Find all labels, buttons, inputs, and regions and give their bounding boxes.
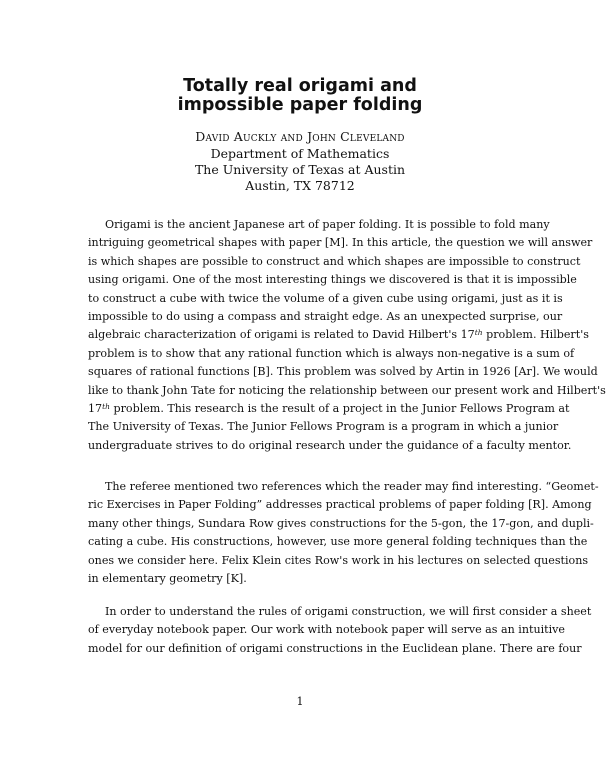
superscript: th: [102, 401, 110, 411]
text-line: intriguing geometrical shapes with paper [M]. In this article, the question we will answer: [88, 236, 593, 250]
affiliation-department: Department of Mathematics: [210, 146, 390, 161]
text-line: cating a cube. His constructions, however, use more general folding techniques than the: [88, 535, 588, 549]
text-line: like to thank John Tate for noticing the relationship between our present work and Hilbert's: [88, 383, 606, 397]
paragraph-2: [88, 478, 599, 588]
text-line: in elementary geometry [K].: [88, 571, 247, 585]
text-line: The University of Texas. The Junior Fellows Program is a program in which a junior: [88, 420, 559, 434]
text-line: impossible to do using a compass and straight edge. As an unexpected surprise, our: [88, 309, 563, 323]
text-line: algebraic characterization of origami is related to David Hilbert's 17th problem. Hilbert's: [88, 328, 589, 342]
paper-title-line-1: Totally real origami and: [183, 76, 417, 96]
text-line: ones we consider here. Felix Klein cites Row's work in his lectures on selected questions: [88, 553, 589, 567]
authors: David Auckly and John Cleveland: [195, 129, 405, 144]
text-line: is which shapes are possible to construct and which shapes are impossible to construct: [88, 254, 581, 268]
paragraph-1: [88, 216, 606, 455]
affiliation-university: The University of Texas at Austin: [194, 162, 406, 177]
paper-title-line-2: impossible paper folding: [177, 95, 423, 115]
text-line: undergraduate strives to do original research under the guidance of a faculty mentor.: [88, 438, 572, 452]
paragraph-3: [88, 603, 592, 658]
text-line: 17th problem. This research is the result of a project in the Junior Fellows Program at: [88, 401, 570, 415]
text-line: model for our definition of origami constructions in the Euclidean plane. There are four: [88, 641, 582, 655]
text-line: to construct a cube with twice the volume of a given cube using origami, just as it is: [88, 291, 563, 305]
text-line: squares of rational functions [B]. This problem was solved by Artin in 1926 [Ar]. We would: [88, 365, 598, 379]
text-line: of everyday notebook paper. Our work with notebook paper will serve as an intuitive: [88, 623, 565, 637]
page-number: 1: [296, 695, 304, 708]
superscript: th: [474, 328, 483, 338]
text-line: using origami. One of the most interesting things we discovered is that it is impossible: [88, 273, 577, 287]
text-line: problem is to show that any rational function which is always non-negative is a sum of: [88, 346, 575, 360]
text-line: ric Exercises in Paper Folding” addresses practical problems of paper folding [R]. Among: [88, 498, 592, 512]
affiliation-city: Austin, TX 78712: [245, 178, 355, 193]
text-line: In order to understand the rules of origami construction, we will first consider a sheet: [105, 605, 592, 618]
text-line: many other things, Sundara Row gives constructions for the 5-gon, the 17-gon, and dupli-: [88, 516, 594, 530]
text-line: Origami is the ancient Japanese art of paper folding. It is possible to fold many: [105, 218, 550, 231]
text-line: The referee mentioned two references which the reader may find interesting. “Geomet-: [105, 480, 599, 493]
